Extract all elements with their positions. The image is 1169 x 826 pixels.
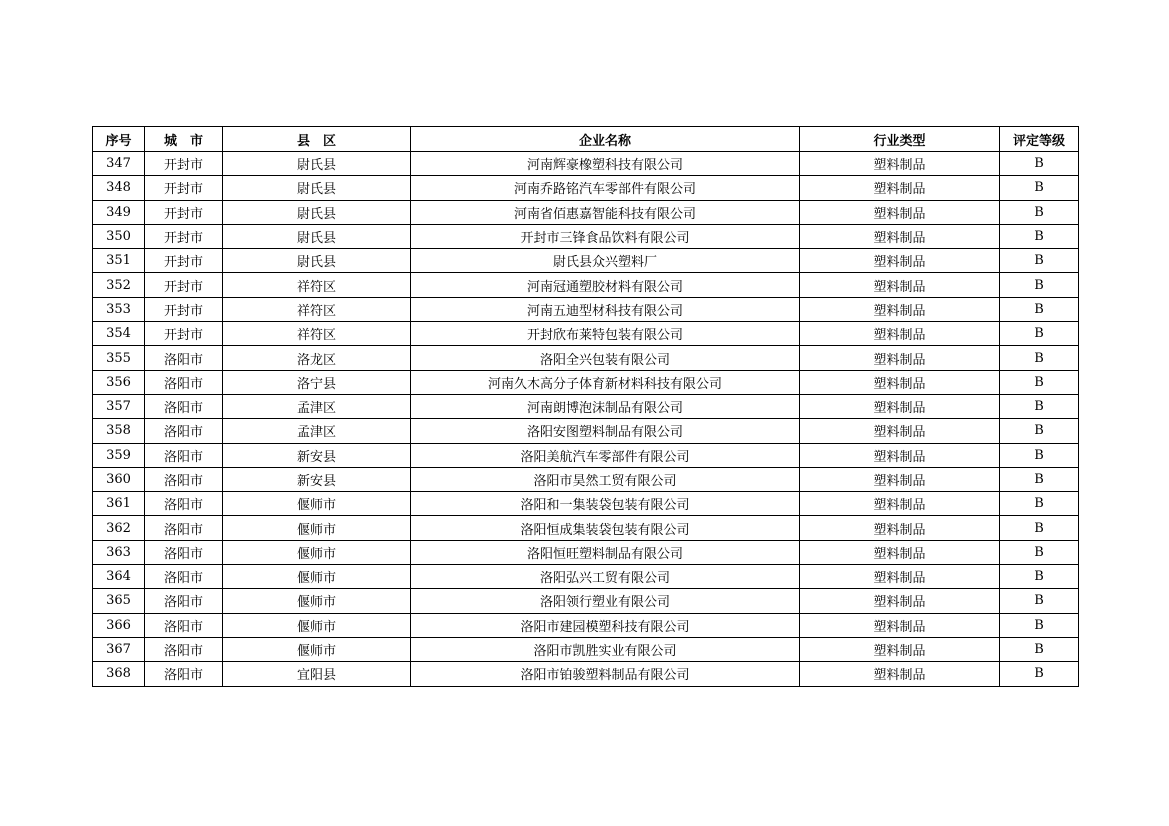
cell-enterprise-name: 河南乔路铭汽车零部件有限公司 — [411, 176, 800, 200]
cell-county-district: 尉氏县 — [223, 200, 411, 224]
cell-enterprise-name: 河南五迪型材科技有限公司 — [411, 297, 800, 321]
cell-serial-number: 362 — [93, 516, 145, 540]
cell-serial-number: 354 — [93, 322, 145, 346]
cell-city: 开封市 — [145, 249, 223, 273]
cell-county-district: 新安县 — [223, 467, 411, 491]
cell-serial-number: 355 — [93, 346, 145, 370]
cell-industry-type: 塑料制品 — [800, 152, 1000, 176]
cell-serial-number: 367 — [93, 637, 145, 661]
cell-rating-grade: B — [1000, 662, 1079, 686]
cell-industry-type: 塑料制品 — [800, 370, 1000, 394]
cell-city: 洛阳市 — [145, 443, 223, 467]
cell-serial-number: 361 — [93, 492, 145, 516]
cell-serial-number: 368 — [93, 662, 145, 686]
cell-county-district: 尉氏县 — [223, 224, 411, 248]
table-row — [93, 224, 1079, 248]
cell-rating-grade: B — [1000, 613, 1079, 637]
header-city: 城 市 — [145, 127, 223, 152]
cell-county-district: 尉氏县 — [223, 249, 411, 273]
table-row — [93, 346, 1079, 370]
cell-industry-type: 塑料制品 — [800, 224, 1000, 248]
cell-county-district: 孟津区 — [223, 394, 411, 418]
cell-city: 洛阳市 — [145, 346, 223, 370]
cell-enterprise-name: 洛阳弘兴工贸有限公司 — [411, 565, 800, 589]
cell-city: 开封市 — [145, 297, 223, 321]
cell-county-district: 偃师市 — [223, 492, 411, 516]
cell-county-district: 偃师市 — [223, 589, 411, 613]
cell-industry-type: 塑料制品 — [800, 540, 1000, 564]
cell-rating-grade: B — [1000, 516, 1079, 540]
table-row — [93, 637, 1079, 661]
cell-industry-type: 塑料制品 — [800, 419, 1000, 443]
cell-city: 洛阳市 — [145, 394, 223, 418]
cell-industry-type: 塑料制品 — [800, 637, 1000, 661]
cell-rating-grade: B — [1000, 492, 1079, 516]
cell-city: 开封市 — [145, 176, 223, 200]
cell-rating-grade: B — [1000, 346, 1079, 370]
cell-city: 开封市 — [145, 273, 223, 297]
cell-city: 洛阳市 — [145, 613, 223, 637]
cell-industry-type: 塑料制品 — [800, 394, 1000, 418]
cell-industry-type: 塑料制品 — [800, 249, 1000, 273]
cell-county-district: 祥符区 — [223, 322, 411, 346]
cell-city: 开封市 — [145, 152, 223, 176]
cell-serial-number: 349 — [93, 200, 145, 224]
cell-rating-grade: B — [1000, 637, 1079, 661]
cell-city: 洛阳市 — [145, 419, 223, 443]
header-county-district: 县 区 — [223, 127, 411, 152]
table-row — [93, 322, 1079, 346]
table-row — [93, 516, 1079, 540]
table-row — [93, 200, 1079, 224]
cell-county-district: 偃师市 — [223, 637, 411, 661]
table-row — [93, 273, 1079, 297]
cell-serial-number: 356 — [93, 370, 145, 394]
cell-enterprise-name: 洛阳恒旺塑料制品有限公司 — [411, 540, 800, 564]
cell-city: 洛阳市 — [145, 540, 223, 564]
cell-city: 开封市 — [145, 224, 223, 248]
cell-serial-number: 360 — [93, 467, 145, 491]
cell-city: 洛阳市 — [145, 492, 223, 516]
cell-county-district: 宜阳县 — [223, 662, 411, 686]
cell-county-district: 尉氏县 — [223, 176, 411, 200]
cell-rating-grade: B — [1000, 419, 1079, 443]
cell-enterprise-name: 尉氏县众兴塑料厂 — [411, 249, 800, 273]
cell-industry-type: 塑料制品 — [800, 322, 1000, 346]
table-row — [93, 467, 1079, 491]
cell-serial-number: 359 — [93, 443, 145, 467]
cell-rating-grade: B — [1000, 565, 1079, 589]
cell-serial-number: 352 — [93, 273, 145, 297]
header-serial-number: 序号 — [93, 127, 145, 152]
cell-rating-grade: B — [1000, 224, 1079, 248]
cell-enterprise-name: 洛阳和一集装袋包装有限公司 — [411, 492, 800, 516]
table-row — [93, 249, 1079, 273]
cell-industry-type: 塑料制品 — [800, 565, 1000, 589]
cell-county-district: 新安县 — [223, 443, 411, 467]
table-row — [93, 419, 1079, 443]
cell-county-district: 偃师市 — [223, 516, 411, 540]
cell-county-district: 洛宁县 — [223, 370, 411, 394]
cell-enterprise-name: 洛阳市铂骏塑料制品有限公司 — [411, 662, 800, 686]
table-row — [93, 589, 1079, 613]
table-row — [93, 443, 1079, 467]
cell-rating-grade: B — [1000, 152, 1079, 176]
table-row — [93, 565, 1079, 589]
cell-city: 洛阳市 — [145, 467, 223, 491]
cell-rating-grade: B — [1000, 176, 1079, 200]
cell-city: 开封市 — [145, 200, 223, 224]
cell-enterprise-name: 洛阳市昊然工贸有限公司 — [411, 467, 800, 491]
cell-serial-number: 363 — [93, 540, 145, 564]
cell-industry-type: 塑料制品 — [800, 297, 1000, 321]
cell-county-district: 尉氏县 — [223, 152, 411, 176]
cell-serial-number: 366 — [93, 613, 145, 637]
cell-serial-number: 351 — [93, 249, 145, 273]
cell-rating-grade: B — [1000, 249, 1079, 273]
cell-city: 洛阳市 — [145, 637, 223, 661]
cell-enterprise-name: 河南朗博泡沫制品有限公司 — [411, 394, 800, 418]
header-row — [93, 127, 1079, 152]
table-row — [93, 662, 1079, 686]
cell-enterprise-name: 开封欣布莱特包装有限公司 — [411, 322, 800, 346]
cell-rating-grade: B — [1000, 200, 1079, 224]
cell-rating-grade: B — [1000, 273, 1079, 297]
table-header — [93, 127, 1079, 152]
cell-enterprise-name: 河南辉豪橡塑科技有限公司 — [411, 152, 800, 176]
cell-industry-type: 塑料制品 — [800, 467, 1000, 491]
cell-industry-type: 塑料制品 — [800, 516, 1000, 540]
cell-serial-number: 347 — [93, 152, 145, 176]
cell-serial-number: 350 — [93, 224, 145, 248]
table-row — [93, 613, 1079, 637]
cell-county-district: 偃师市 — [223, 540, 411, 564]
header-enterprise-name: 企业名称 — [411, 127, 800, 152]
cell-enterprise-name: 河南冠通塑胶材料有限公司 — [411, 273, 800, 297]
cell-industry-type: 塑料制品 — [800, 492, 1000, 516]
table-body — [93, 152, 1079, 687]
table-row — [93, 176, 1079, 200]
cell-industry-type: 塑料制品 — [800, 613, 1000, 637]
table-row — [93, 394, 1079, 418]
cell-rating-grade: B — [1000, 540, 1079, 564]
cell-rating-grade: B — [1000, 322, 1079, 346]
cell-industry-type: 塑料制品 — [800, 200, 1000, 224]
cell-city: 洛阳市 — [145, 565, 223, 589]
cell-rating-grade: B — [1000, 297, 1079, 321]
table-row — [93, 297, 1079, 321]
cell-county-district: 偃师市 — [223, 613, 411, 637]
cell-serial-number: 365 — [93, 589, 145, 613]
cell-enterprise-name: 河南久木高分子体育新材料科技有限公司 — [411, 370, 800, 394]
cell-industry-type: 塑料制品 — [800, 662, 1000, 686]
cell-rating-grade: B — [1000, 467, 1079, 491]
cell-rating-grade: B — [1000, 370, 1079, 394]
cell-enterprise-name: 开封市三锋食品饮料有限公司 — [411, 224, 800, 248]
cell-serial-number: 353 — [93, 297, 145, 321]
cell-enterprise-name: 洛阳美航汽车零部件有限公司 — [411, 443, 800, 467]
cell-industry-type: 塑料制品 — [800, 176, 1000, 200]
cell-city: 洛阳市 — [145, 516, 223, 540]
cell-county-district: 洛龙区 — [223, 346, 411, 370]
header-rating-grade: 评定等级 — [1000, 127, 1079, 152]
cell-enterprise-name: 洛阳安图塑料制品有限公司 — [411, 419, 800, 443]
cell-county-district: 孟津区 — [223, 419, 411, 443]
cell-serial-number: 358 — [93, 419, 145, 443]
cell-rating-grade: B — [1000, 589, 1079, 613]
cell-enterprise-name: 洛阳恒成集装袋包装有限公司 — [411, 516, 800, 540]
cell-industry-type: 塑料制品 — [800, 443, 1000, 467]
cell-enterprise-name: 洛阳领行塑业有限公司 — [411, 589, 800, 613]
cell-rating-grade: B — [1000, 443, 1079, 467]
table-row — [93, 152, 1079, 176]
cell-serial-number: 364 — [93, 565, 145, 589]
cell-enterprise-name: 洛阳市建园模塑科技有限公司 — [411, 613, 800, 637]
enterprise-rating-table — [92, 126, 1079, 687]
table-row — [93, 370, 1079, 394]
cell-county-district: 偃师市 — [223, 565, 411, 589]
table-row — [93, 492, 1079, 516]
header-industry-type: 行业类型 — [800, 127, 1000, 152]
cell-enterprise-name: 洛阳全兴包装有限公司 — [411, 346, 800, 370]
cell-industry-type: 塑料制品 — [800, 589, 1000, 613]
cell-enterprise-name: 河南省佰惠嘉智能科技有限公司 — [411, 200, 800, 224]
cell-county-district: 祥符区 — [223, 297, 411, 321]
table-row — [93, 540, 1079, 564]
cell-city: 洛阳市 — [145, 589, 223, 613]
cell-city: 洛阳市 — [145, 662, 223, 686]
cell-county-district: 祥符区 — [223, 273, 411, 297]
cell-serial-number: 357 — [93, 394, 145, 418]
cell-serial-number: 348 — [93, 176, 145, 200]
cell-city: 洛阳市 — [145, 370, 223, 394]
cell-enterprise-name: 洛阳市凯胜实业有限公司 — [411, 637, 800, 661]
cell-rating-grade: B — [1000, 394, 1079, 418]
cell-industry-type: 塑料制品 — [800, 273, 1000, 297]
cell-industry-type: 塑料制品 — [800, 346, 1000, 370]
cell-city: 开封市 — [145, 322, 223, 346]
